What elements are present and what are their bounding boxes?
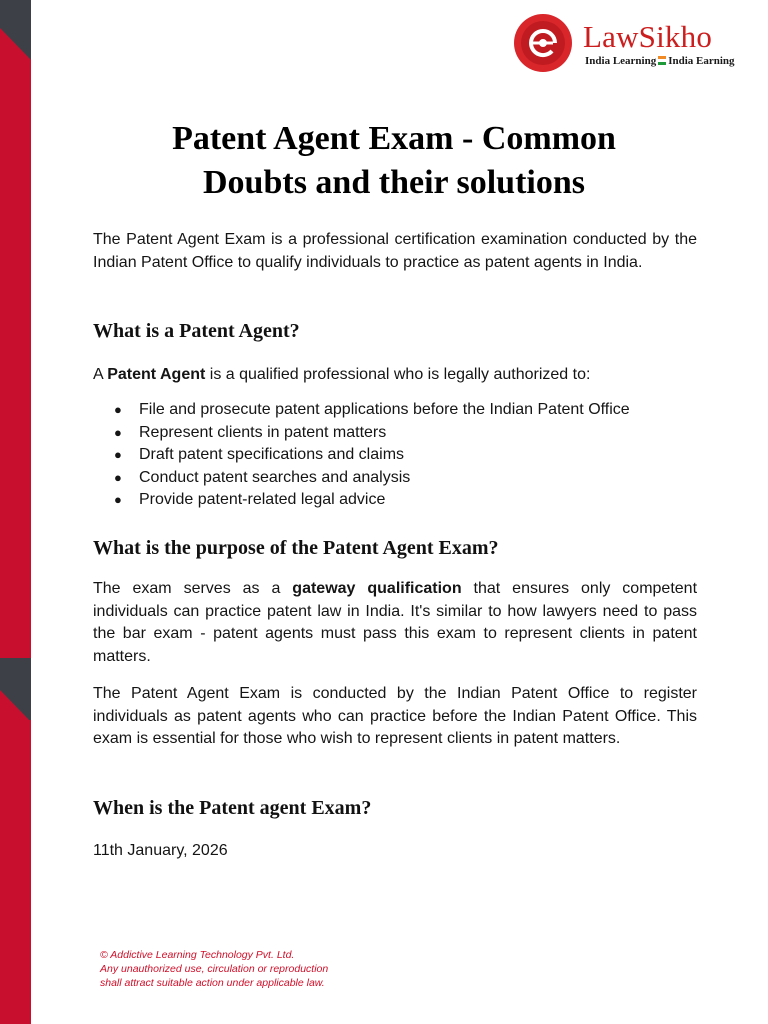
purpose-prefix: The exam serves as a [93,580,293,597]
brand-tagline [585,55,735,67]
tagline-left: India Learning [585,55,657,67]
lawsikho-logo [513,13,753,73]
tagline-right: India Earning [668,55,735,67]
list-item [93,467,703,490]
copyright-line-1: © Addictive Learning Technology Pvt. Ltd. [100,949,295,961]
list-item [93,489,703,512]
list-item [93,444,703,467]
definition-suffix: is a qualified professional who is legally authorized to: [205,366,591,383]
patent-agent-duties-list [93,399,703,512]
lawsikho-logo-mark-icon [513,13,573,73]
section-heading-patent-agent: What is a Patent Agent? [93,320,300,342]
list-item-text: Conduct patent searches and analysis [139,468,411,486]
list-item-text: Represent clients in patent matters [139,423,387,441]
bullet-icon: ● [114,469,122,485]
bullet-icon: ● [114,492,122,507]
section-heading-exam-date: When is the Patent agent Exam? [93,797,372,819]
list-item-text: File and prosecute patent applications before the Indian Patent Office [139,401,630,418]
bullet-icon: ● [114,402,122,417]
copyright-line-3: shall attract suitable action under applicable law. [100,977,325,989]
section-heading-exam-purpose: What is the purpose of the Patent Agent Exam? [93,537,499,559]
bullet-icon: ● [114,424,122,440]
list-item [93,422,703,445]
list-item-text: Draft patent specifications and claims [139,446,405,463]
list-item-text: Provide patent-related legal advice [139,491,386,508]
title-line-2: Doubts and their solutions [203,164,585,201]
exam-purpose-paragraph-2: The Patent Agent Exam is conducted by the Indian Patent Office to register individuals as patent agents who can practice before the Indian Patent Office. This exam is essential for those who wish to represent clients in patent matters. [93,685,697,747]
title-line-1: Patent Agent Exam - Common [172,120,616,157]
india-flag-icon [658,56,666,65]
definition-bold-term: Patent Agent [107,366,206,383]
copyright-notice [100,948,328,990]
side-decorative-band [0,0,31,1024]
list-item [93,399,703,422]
copyright-line-2: Any unauthorized use, circulation or reproduction [100,963,329,975]
exam-date-answer: 11th January, 2026 [93,842,228,859]
bullet-icon: ● [114,447,122,462]
document-title [100,117,688,205]
brand-name: LawSikho [583,19,713,54]
patent-agent-definition [93,364,697,387]
purpose-bold-term: gateway qualification [292,580,462,597]
purpose-suffix: that ensures only competent individuals can practice patent law in India. It's similar to how lawyers need to pass the bar exam - patent agents must pass this exam to represent clients in patent matters. [93,580,698,665]
exam-purpose-paragraph-1 [93,578,697,668]
intro-paragraph: The Patent Agent Exam is a professional certification examination conducted by the Indian Patent Office to qualify individuals to practice as patent agents in India. [93,231,697,271]
definition-prefix: A [93,366,108,383]
